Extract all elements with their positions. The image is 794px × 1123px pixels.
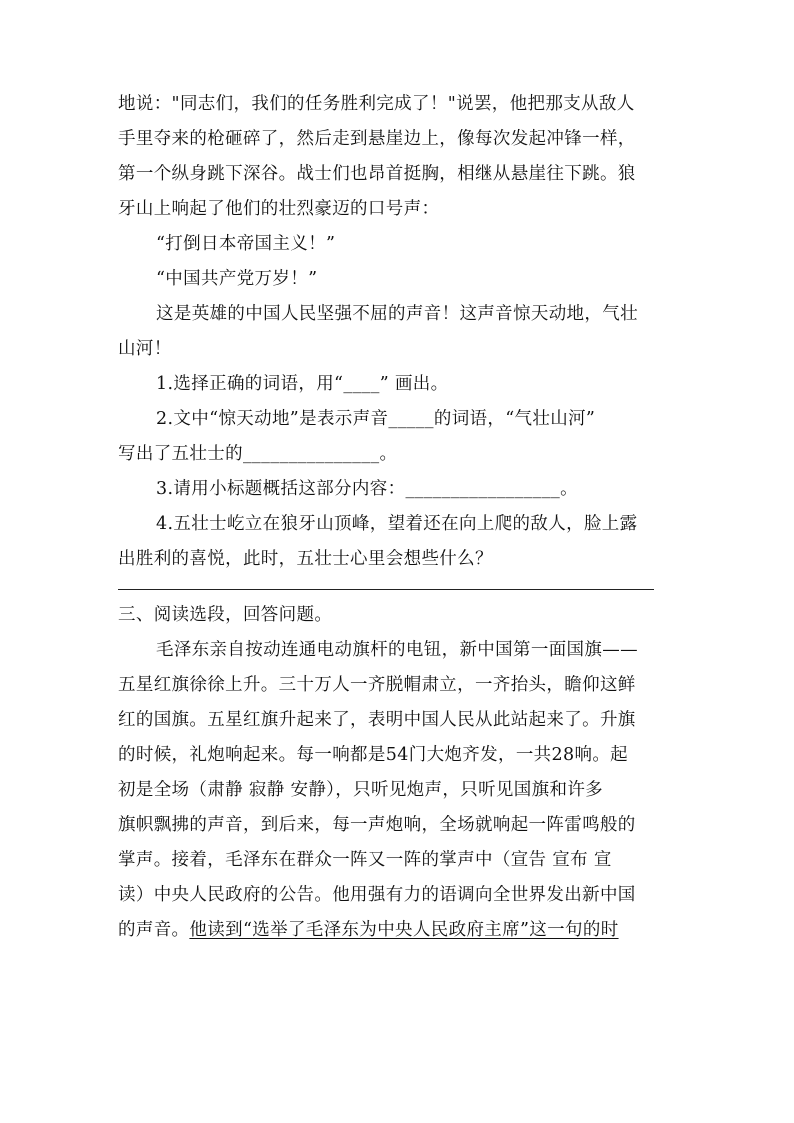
passage-line: 红的国旗。五星红旗升起来了，表明中国人民从此站起来了。升旗 [118, 710, 636, 730]
passage-line: 初是全场（肃静 寂静 安静），只听见炮声，只听见国旗和许多 [118, 780, 604, 800]
plain-text: 的声音。 [118, 920, 190, 940]
passage-founding-ceremony [118, 633, 678, 948]
passage-line-last [118, 913, 678, 948]
question-4-continued: 出胜利的喜悦，此时，五壮士心里会想些什么？ [118, 549, 493, 569]
passage-line: 第一个纵身跳下深谷。战士们也昂首挺胸，相继从悬崖往下跳。狼 [118, 164, 636, 184]
passage-line: 毛泽东亲自按动连通电动旗杆的电钮，新中国第一面国旗—— [156, 640, 638, 660]
question-1: 1.选择正确的词语，用“____” 画出。 [156, 374, 449, 394]
passage-line: 五星红旗徐徐上升。三十万人一齐脱帽肃立，一齐抬头，瞻仰这鲜 [118, 675, 636, 695]
question-2-continued: 写出了五壮士的_______________。 [118, 444, 398, 464]
passage-line: 的时候，礼炮响起来。每一响都是54门大炮齐发，一共28响。起 [118, 745, 629, 765]
passage-line: 旗帜飘拂的声音，到后来，每一声炮响，全场就响起一阵雷鸣般的 [118, 815, 636, 835]
passage-line: 读）中央人民政府的公告。他用强有力的语调向全世界发出新中国 [118, 885, 636, 905]
document-page [118, 87, 678, 948]
passage-line: 地说："同志们，我们的任务胜利完成了！"说罢，他把那支从敌人 [118, 94, 635, 114]
question-2: 2.文中“惊天动地”是表示声音_____的词语，“气壮山河” [156, 409, 596, 429]
passage-wolf-mountain [118, 87, 678, 367]
answer-line [118, 589, 654, 590]
passage-line: 掌声。接着，毛泽东在群众一阵又一阵的掌声中（宣告 宣布 宣 [118, 850, 612, 870]
passage-line: 牙山上响起了他们的壮烈豪迈的口号声： [118, 199, 440, 219]
underlined-sentence: 他读到“选举了毛泽东为中央人民政府主席”这一句的时 [189, 920, 619, 940]
slogan-line: “中国共产党万岁！” [156, 269, 318, 289]
question-4: 4.五壮士屹立在狼牙山顶峰，望着还在向上爬的敌人，脸上露 [156, 514, 638, 534]
question-3: 3.请用小标题概括这部分内容：_________________。 [156, 479, 578, 499]
passage-line: 这是英雄的中国人民坚强不屈的声音！这声音惊天动地，气壮 [156, 304, 638, 324]
slogan-line: “打倒日本帝国主义！” [156, 234, 336, 254]
section-title: 三、阅读选段，回答问题。 [118, 605, 333, 625]
question-list [118, 367, 678, 590]
passage-line: 手里夺来的枪砸碎了，然后走到悬崖边上，像每次发起冲锋一样， [118, 129, 636, 149]
passage-line: 山河！ [118, 339, 172, 359]
